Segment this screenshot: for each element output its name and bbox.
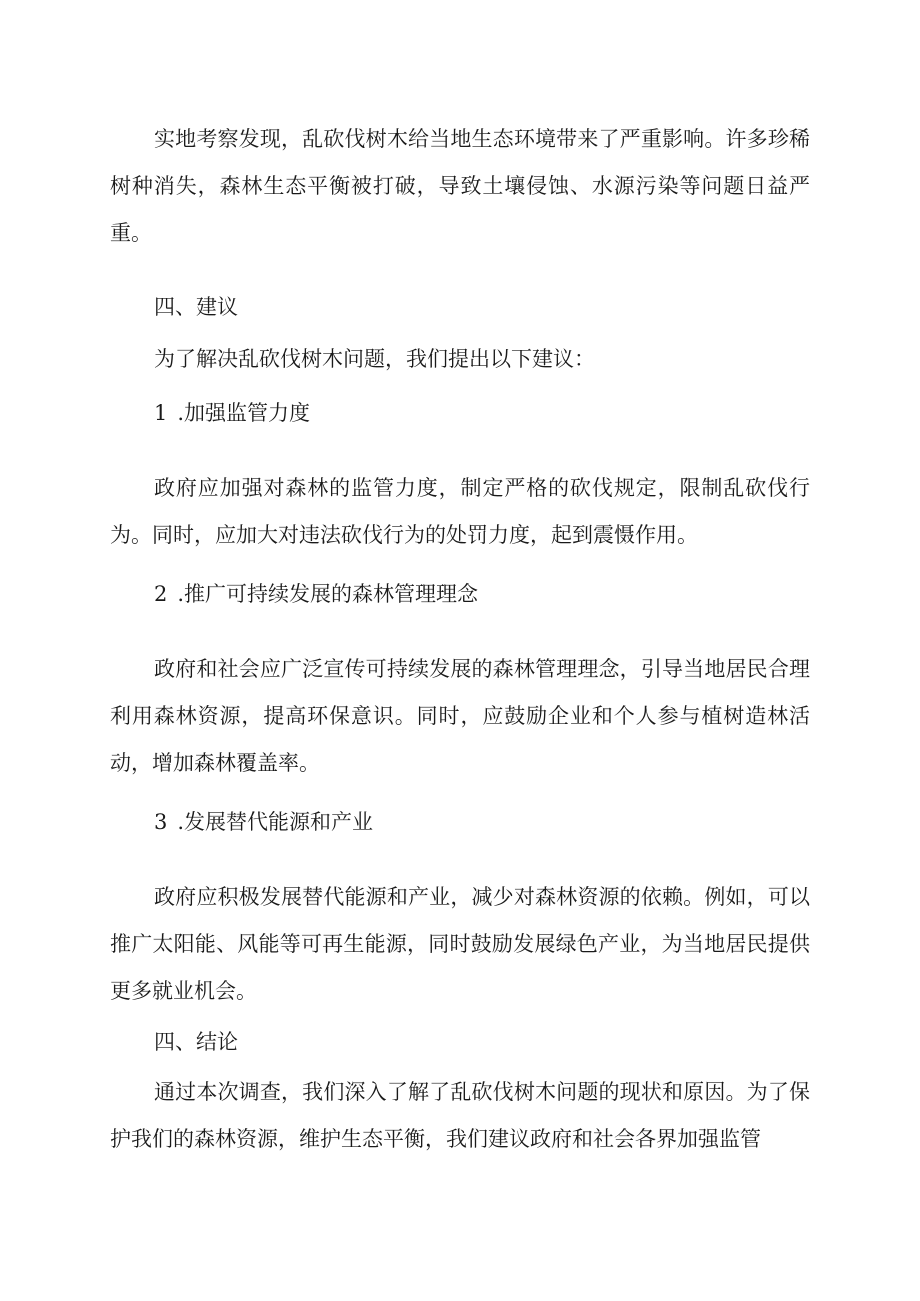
paragraph-alternative-energy: 政府应积极发展替代能源和产业，减少对森林资源的依赖。例如，可以推广太阳能、风能等可再生能源，同时鼓励发展绿色产业，为当地居民提供更多就业机会。 [110, 885, 810, 1003]
suggestion-item-1-text: .加强监管力度 [177, 401, 311, 425]
suggestion-item-1-number: 1 [154, 401, 168, 425]
suggestion-item-3-title [154, 807, 373, 837]
suggestion-item-2-title [154, 579, 478, 609]
paragraph-sustainable-management: 政府和社会应广泛宣传可持续发展的森林管理理念，引导当地居民合理利用森林资源，提高环保意识。同时，应鼓励企业和个人参与植树造林活动，增加森林覆盖率。 [110, 657, 810, 775]
paragraph-supervision: 政府应加强对森林的监管力度，制定严格的砍伐规定，限制乱砍伐行为。同时，应加大对违法砍伐行为的处罚力度，起到震慑作用。 [110, 476, 810, 547]
section-heading-conclusion: 四、结论 [154, 1030, 238, 1054]
suggestion-item-3-text: .发展替代能源和产业 [177, 810, 374, 834]
suggestion-item-3-number: 3 [154, 810, 168, 834]
suggestions-intro: 为了解决乱砍伐树木问题，我们提出以下建议： [154, 347, 595, 371]
suggestion-item-1-title [154, 398, 310, 428]
section-heading-suggestions: 四、建议 [154, 295, 238, 319]
suggestion-item-2-number: 2 [154, 582, 168, 606]
paragraph-conclusion: 通过本次调查，我们深入了解了乱砍伐树木问题的现状和原因。为了保护我们的森林资源，维护生态平衡，我们建议政府和社会各界加强监管 [110, 1080, 810, 1151]
suggestion-item-2-text: .推广可持续发展的森林管理理念 [177, 582, 479, 606]
paragraph-findings: 实地考察发现，乱砍伐树木给当地生态环境带来了严重影响。许多珍稀树种消失，森林生态平衡被打破，导致土壤侵蚀、水源污染等问题日益严重。 [110, 127, 810, 245]
